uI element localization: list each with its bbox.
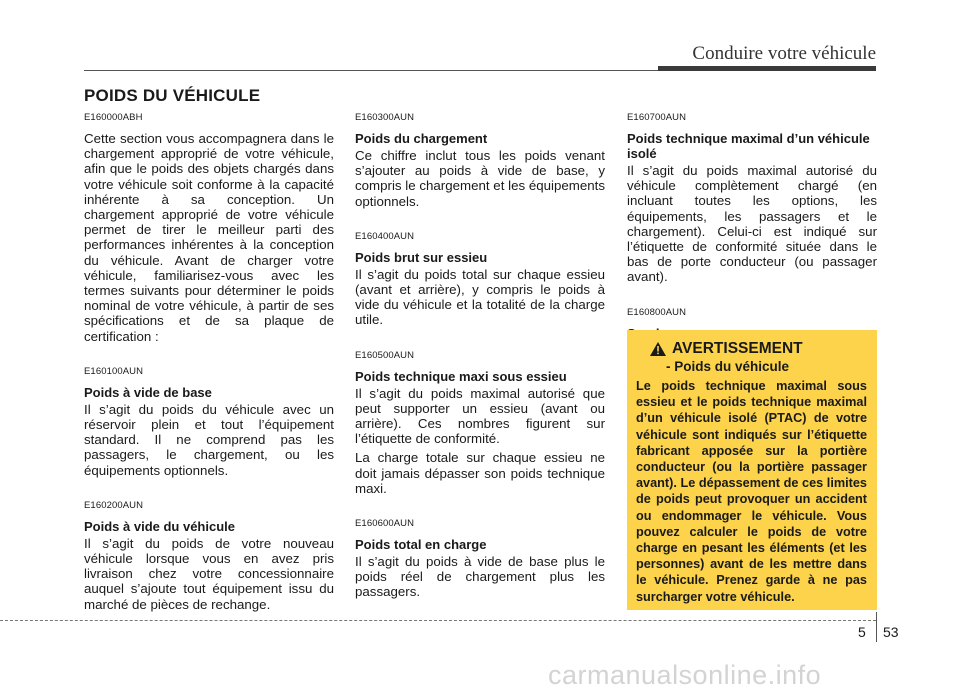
paragraph-curb-weight: Il s’agit du poids du véhicule avec un réservoir plein et tout l’équipement standard. Il ne comprend pas les passagers, le chargement, ou les équipements optionnels. [84, 401, 334, 478]
subheading-max-axle-weight: Poids technique maxi sous essieu [355, 368, 567, 384]
warning-box [627, 330, 877, 610]
subheading-cargo-weight: Poids du chargement [355, 131, 488, 146]
intro-paragraph: Cette section vous accompagnera dans le chargement approprié de votre véhicule, afin que le poids des objets chargés dans votre véhicule soit conforme à la capacité inhérente à sa conception. Un chargement approprié de votre véhicule permet de tirer le meilleur parti des performances inhérentes à la conception du véhicule. Avant de charger votre véhicule, familiarisez-vous avec les termes suivants pour déterminer le poids nominal de votre véhicule, à partir de ses spécifications et de sa plaque de certification : [84, 131, 334, 344]
header-rule-accent [658, 66, 876, 71]
warning-text: Le poids technique maximal sous essieu et le poids technique maximal d’un véhicule isolé (PTAC) de votre véhicule sont indiqués sur l’étiquette fabricant apposée sur la portière conducteur (ou la portière passager avant). Le dépassement de ces limites de poids peut provoquer un accident ou endommager le véhicule. Vous pouvez calculer le poids de votre charge en pesant les éléments (et les personnes) avant de les mettre dans le véhicule. Prenez garde à ne pas surcharger votre véhicule. [636, 379, 867, 604]
subheading-curb-weight: Poids à vide de base [84, 384, 212, 400]
section-code: E160300AUN [355, 112, 415, 123]
warning-title: AVERTISSEMENT [672, 340, 803, 357]
page-number: 53 [883, 624, 899, 640]
watermark: carmanualsonline.info [548, 660, 822, 690]
paragraph-vehicle-curb-weight: Il s’agit du poids de votre nouveau véhicule lorsque vous en avez pris livraison chez votre concessionnaire auquel s’ajoute tout équipement issu du marché de pièces de rechange. [84, 535, 334, 612]
footer-rule [0, 620, 876, 621]
page-number-divider [876, 612, 877, 642]
section-code: E160500AUN [355, 349, 415, 361]
section-code: E160200AUN [84, 499, 144, 511]
paragraph-cargo-weight: Ce chiffre inclut tous les poids venant s’ajouter au poids à vide de base, y compris le chargement et les équipements optionnels. [355, 148, 605, 209]
paragraph-gvwr: Il s’agit du poids maximal autorisé du véhicule complètement chargé (en incluant toutes les options, les équipements, les passagers et le chargement). Celui-ci est indiqué sur l’étiquette de conformité située dans le bas de porte conducteur (ou passager avant). [627, 163, 877, 285]
subheading-vehicle-curb-weight: Poids à vide du véhicule [84, 518, 235, 534]
warning-subtitle: - Poids du véhicule [666, 359, 790, 374]
running-header-title: Conduire votre véhicule [692, 43, 876, 64]
section-code: E160600AUN [355, 518, 415, 530]
section-code: E160700AUN [627, 112, 687, 123]
paragraph-gross-vehicle-weight: Il s’agit du poids à vide de base plus le poids réel de chargement plus les passagers. [355, 554, 605, 600]
column-2 [355, 112, 605, 600]
section-code: E160800AUN [627, 306, 687, 318]
warning-triangle-icon [650, 342, 666, 361]
chapter-number: 5 [858, 624, 866, 640]
section-code: E160000ABH [84, 112, 143, 123]
column-1 [84, 112, 334, 612]
subheading-gross-axle-weight: Poids brut sur essieu [355, 249, 488, 265]
subheading-gross-vehicle-weight: Poids total en charge [355, 537, 487, 553]
paragraph-max-axle-weight-note: La charge totale sur chaque essieu ne doit jamais dépasser son poids technique maxi. [355, 450, 605, 496]
paragraph-max-axle-weight: Il s’agit du poids maximal autorisé que peut supporter un essieu (avant ou arrière). Ces nombres figurent sur l’étiquette de conformité. [355, 385, 605, 447]
section-title: POIDS DU VÉHICULE [84, 86, 261, 105]
paragraph-gross-axle-weight: Il s’agit du poids total sur chaque essieu (avant et arrière), y compris le poids à vide du véhicule et la totalité de la charge utile. [355, 266, 605, 328]
section-code: E160400AUN [355, 230, 415, 242]
section-code: E160100AUN [84, 365, 144, 377]
subheading-gvwr: Poids technique maximal d’un véhicule isolé [627, 131, 870, 161]
column-3 [627, 112, 877, 343]
